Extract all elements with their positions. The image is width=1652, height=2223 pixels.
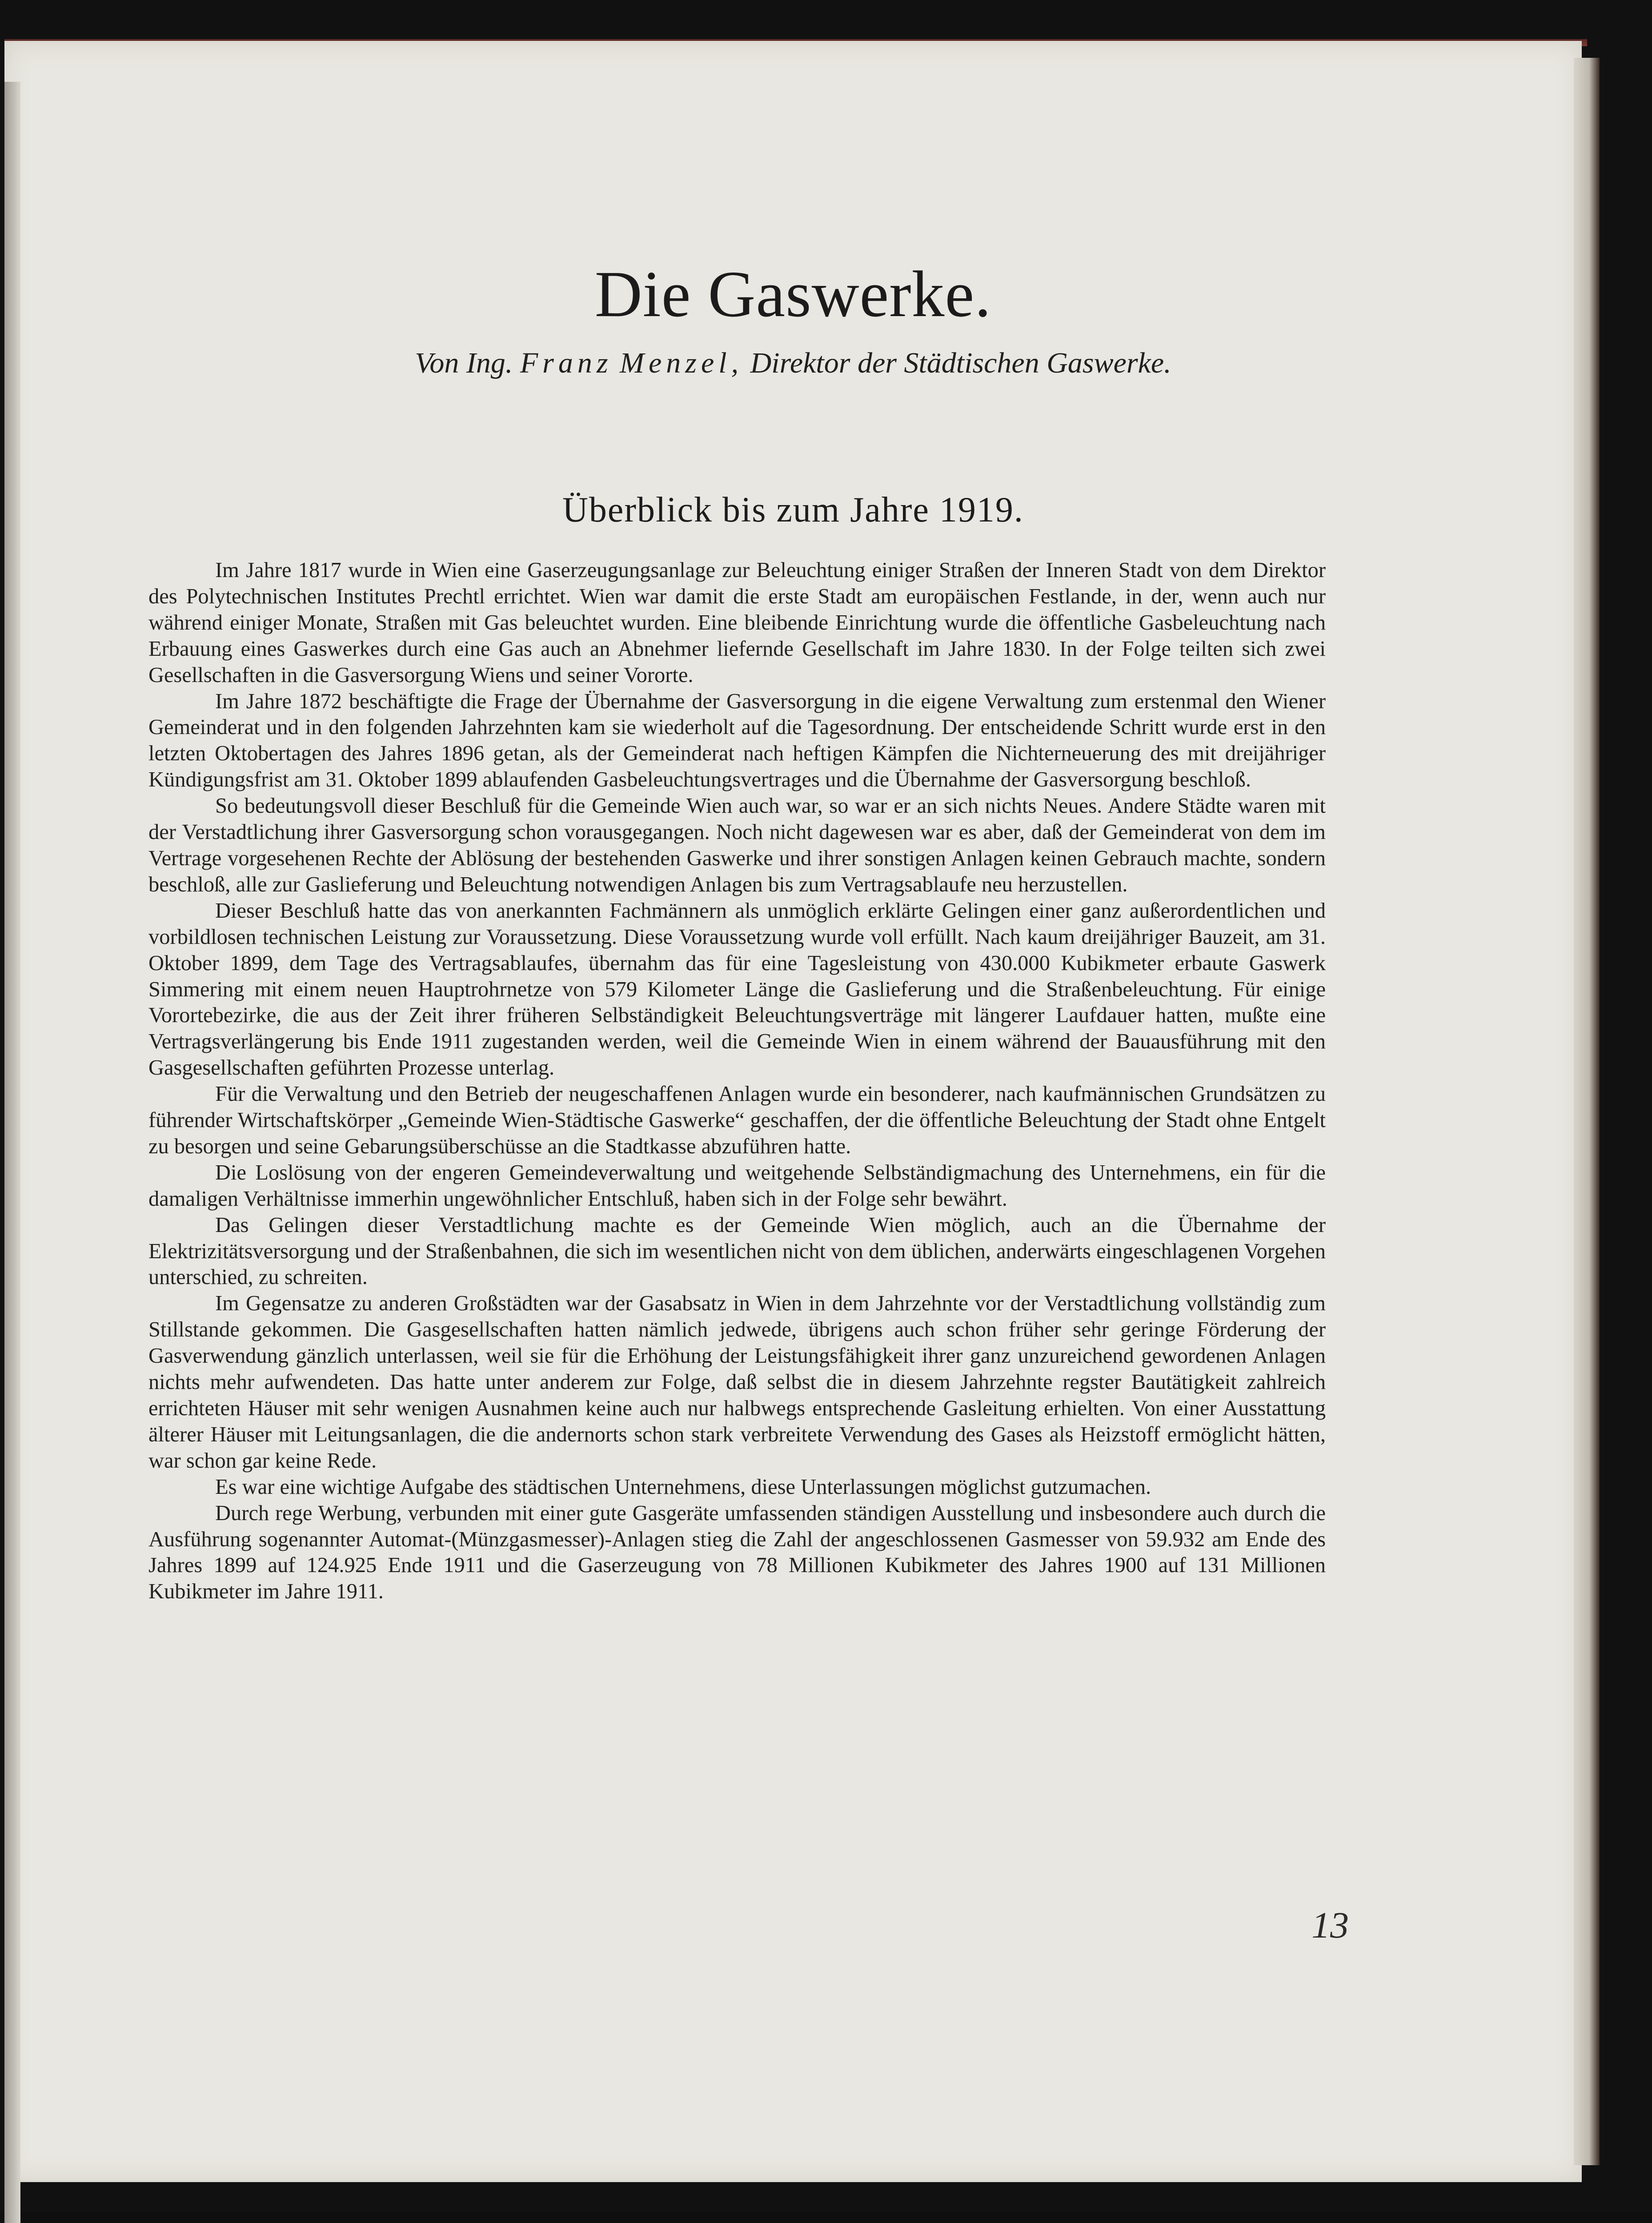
paragraph: Im Jahre 1872 beschäftigte die Frage der Übernahme der Gasversorgung in die eigene Verwaltung zum erstenmal den Wiener Gemeinderat und in den folgenden Jahrzehnten kam sie wiederholt auf die Tagesordnung. Der entscheidende Schritt wurde erst in den letzten Oktobertagen des Jahres 1896 getan, als der Gemeinderat nach heftigen Kämpfen die Nichterneuerung des mit dreijähriger Kündigungsfrist am 31. Oktober 1899 ablaufenden Gasbeleuchtungsvertrages und die Übernahme der Gasversorgung beschloß. — [148, 689, 1326, 792]
book-cover-side-edge — [1574, 58, 1600, 2165]
paragraph: Im Jahre 1817 wurde in Wien eine Gaserzeugungsanlage zur Beleuchtung einiger Straßen der Inneren Stadt von dem Direktor des Polytechnischen Institutes Prechtl errichtet. Wien war damit die erste Stadt am europäischen Festlande, in der, wenn auch nur während einiger Monate, Straßen mit Gas beleuchtet wurden. Eine bleibende Einrichtung wurde die öffentliche Gasbeleuchtung nach Erbauung eines Gaswerkes durch eine Gas auch an Abnehmer liefernde Gesellschaft im Jahre 1830. In der Folge teilten sich zwei Gesellschaften in die Gasversorgung Wiens und seiner Vororte. — [148, 558, 1326, 687]
author-last-name: Menzel, — [620, 347, 743, 379]
article-byline — [4, 343, 1582, 383]
page-number: 13 — [1311, 1905, 1349, 1946]
paragraph: Das Gelingen dieser Verstadtlichung machte es der Gemeinde Wien möglich, auch an die Übernahme der Elektrizitätsversorgung und der Straßenbahnen, die sich im wesentlichen nicht von dem üblichen, anderwärts eingeschlagenen Vorgehen unterschied, zu schreiten. — [148, 1213, 1326, 1289]
page-gutter — [4, 82, 20, 2223]
paragraph: Im Gegensatze zu anderen Großstädten war der Gasabsatz in Wien in dem Jahrzehnte vor der Verstadtlichung vollständig zum Stillstande gekommen. Die Gasgesellschaften hatten nämlich jedwede, übrigens auch schon früher sehr geringe Förderung der Gasverwendung gänzlich unterlassen, weil sie für die Erhöhung der Leistungsfähigkeit ihrer ganz unzureichend gewordenen Anlagen nichts mehr aufwendeten. Das hatte unter anderem zur Folge, daß selbst die in diesem Jahrzehnte regster Bautätigkeit zahlreich errichteten Häuser mit sehr wenigen Ausnahmen keine auch nur halbwegs entsprechende Gasleitung erhielten. Von einer Ausstattung älterer Häuser mit Leitungsanlagen, die die andernorts schon stark verbreitete Verwendung des Gases als Heizstoff ermöglicht hätten, war schon gar keine Rede. — [148, 1292, 1326, 1473]
paragraph: Es war eine wichtige Aufgabe des städtischen Unternehmens, diese Unterlassungen möglichst gutzumachen. — [215, 1475, 1151, 1499]
paragraph: Die Loslösung von der engeren Gemeindeverwaltung und weitgehende Selbständigmachung des Unternehmens, ein für die damaligen Verhältnisse immerhin ungewöhnlicher Entschluß, haben sich in der Folge sehr bewährt. — [148, 1160, 1326, 1211]
book-page — [4, 41, 1582, 2182]
article-title: Die Gaswerke. — [594, 258, 992, 331]
section-heading: Überblick bis zum Jahre 1919. — [562, 490, 1024, 530]
paragraph: So bedeutungsvoll dieser Beschluß für die Gemeinde Wien auch war, so war er an sich nichts Neues. Andere Städte waren mit der Verstadtlichung ihrer Gasversorgung schon vorausgegangen. Noch nicht dagewesen war es aber, daß der Gemeinderat von dem im Vertrage vorgesehenen Rechte der Ablösung der bestehenden Gaswerke und ihrer sonstigen Anlagen keinen Gebrauch machte, sondern beschloß, alle zur Gaslieferung und Beleuchtung notwendigen Anlagen bis zum Vertragsablaufe neu herzustellen. — [148, 794, 1326, 896]
article-body — [148, 558, 1326, 1605]
byline-prefix: Von Ing. — [415, 347, 513, 379]
paragraph: Dieser Beschluß hatte das von anerkannten Fachmännern als unmöglich erklärte Gelingen einer ganz außerordentlichen und vorbildlosen technischen Leistung zur Voraussetzung. Diese Voraussetzung wurde voll erfüllt. Nach kaum dreijähriger Bauzeit, am 31. Oktober 1899, dem Tage des Vertragsablaufes, übernahm das für eine Tagesleistung von 430.000 Kubikmeter erbaute Gaswerk Simmering mit einem neuen Hauptrohrnetze von 579 Kilometer Länge die Gaslieferung und die Straßenbeleuchtung. Für einige Vorortebezirke, die aus der Zeit ihrer früheren Selbständigkeit Beleuchtungsverträge mit längerer Laufdauer hatten, mußte eine Vertragsverlängerung bis Ende 1911 zugestanden werden, weil die Gemeinde Wien in einem während der Bauausführung mit den Gasgesellschaften geführten Prozesse unterlag. — [148, 899, 1326, 1080]
paragraph: Durch rege Werbung, verbunden mit einer gute Gasgeräte umfassenden ständigen Ausstellung und insbesondere auch durch die Ausführung sogenannter Automat-(Münzgasmesser)-Anlagen stieg die Zahl der angeschlossenen Gasmesser von 59.932 am Ende des Jahres 1899 auf 124.925 Ende 1911 und die Gaserzeugung von 78 Millionen Kubikmeter des Jahres 1900 auf 131 Millionen Kubikmeter im Jahre 1911. — [148, 1501, 1326, 1604]
author-first-name: Franz — [520, 347, 613, 379]
author-role: Direktor der Städtischen Gaswerke. — [750, 347, 1171, 379]
paragraph: Für die Verwaltung und den Betrieb der neugeschaffenen Anlagen wurde ein besonderer, nach kaufmännischen Grundsätzen zu führender Wirtschaftskörper „Gemeinde Wien-Städtische Gaswerke“ geschaffen, der die öffentliche Beleuchtung der Stadt ohne Entgelt zu besorgen und seine Gebarungsüberschüsse an die Stadtkasse abzuführen hatte. — [148, 1082, 1326, 1158]
